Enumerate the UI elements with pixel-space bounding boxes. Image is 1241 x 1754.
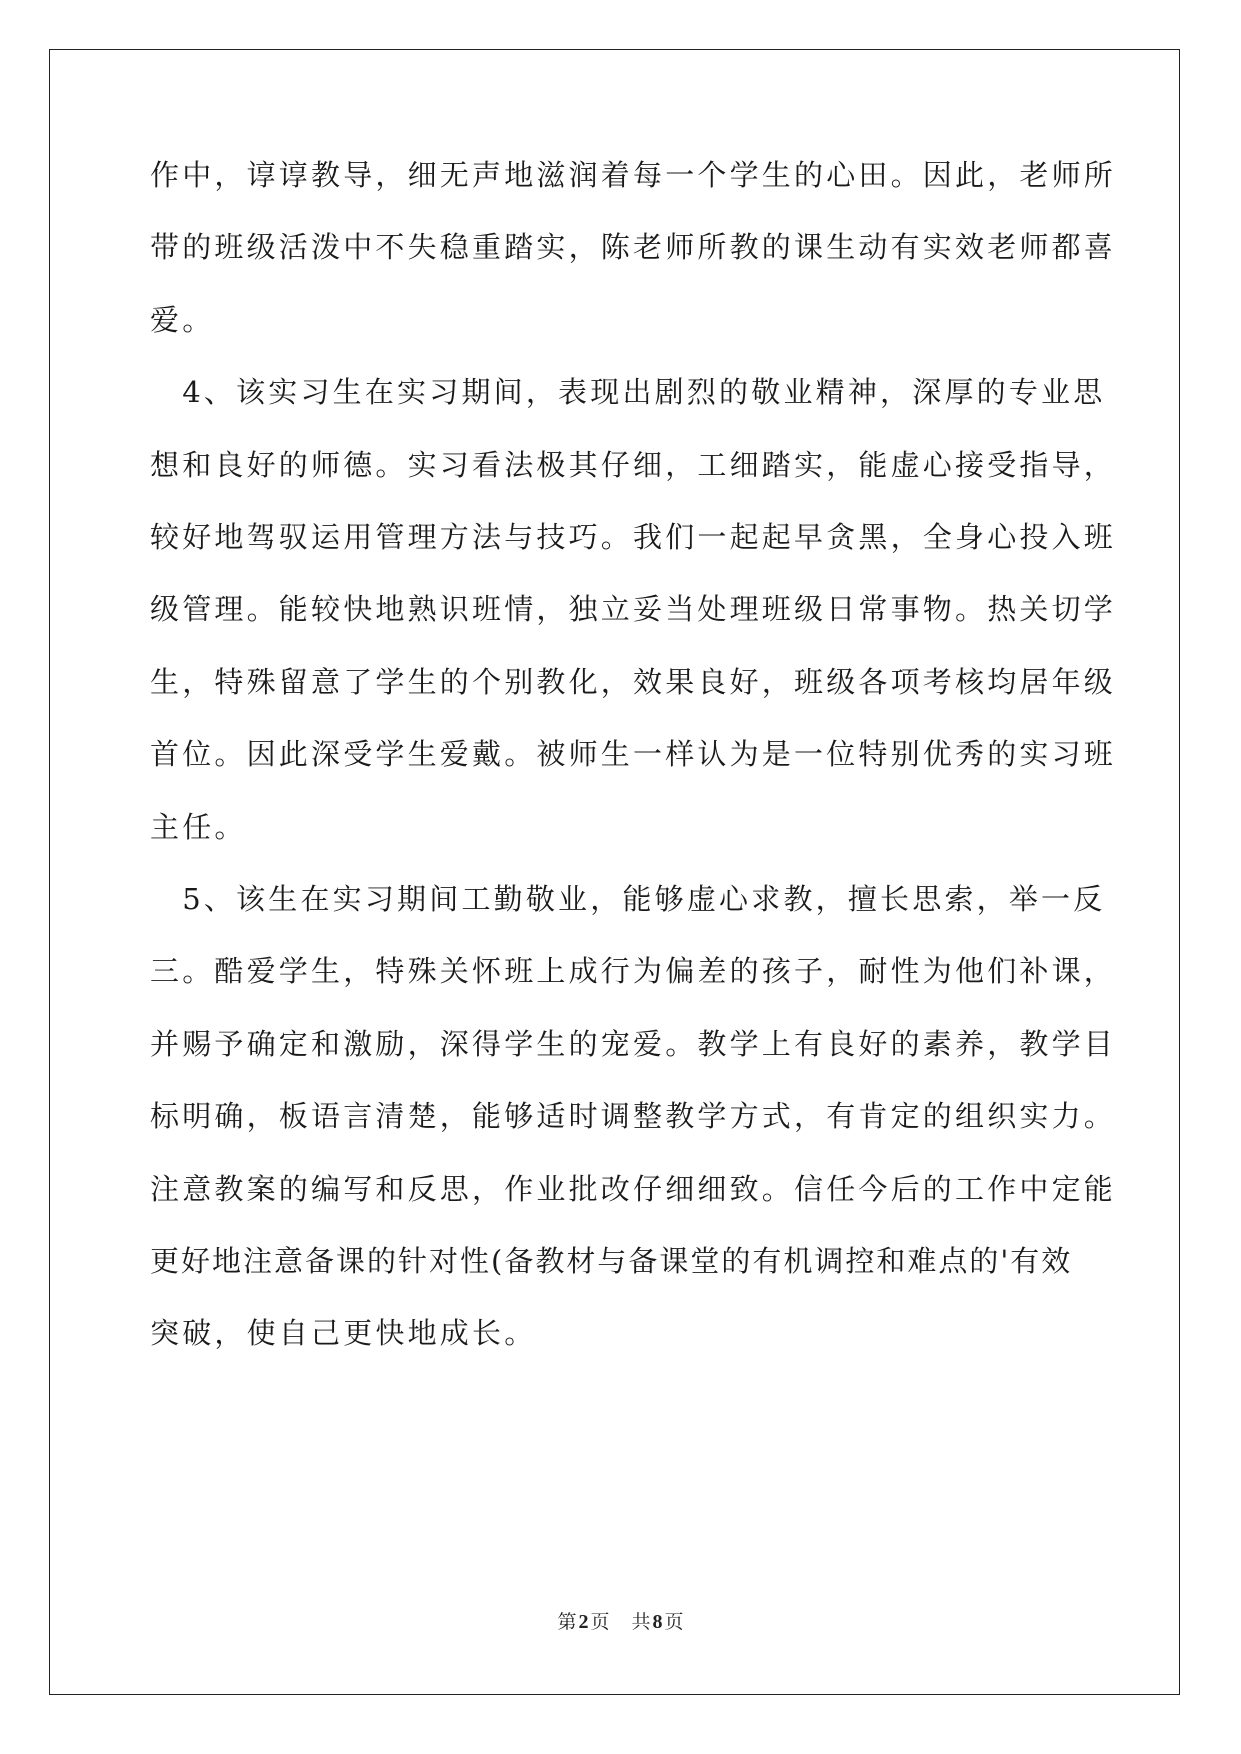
text-line: 标明确，板语言清楚，能够适时调整教学方式，有肯定的组织实力。 bbox=[150, 1099, 1117, 1133]
total-unit: 页 bbox=[664, 1611, 684, 1633]
text-line: 突破，使自己更快地成长。 bbox=[150, 1316, 537, 1350]
text-line: 并赐予确定和激励，深得学生的宠爱。教学上有良好的素养，教学目 bbox=[150, 1027, 1117, 1061]
text-line: 三。酷爱学生，特殊关怀班上成行为偏差的孩子，耐性为他们补课， bbox=[150, 954, 1117, 988]
page-prefix: 第 bbox=[557, 1611, 577, 1633]
page-border bbox=[49, 49, 1180, 1695]
text-line: 生，特殊留意了学生的个别教化，效果良好，班级各项考核均居年级 bbox=[150, 665, 1117, 699]
text-line: 想和良好的师德。实习看法极其仔细，工细踏实，能虚心接受指导， bbox=[150, 448, 1117, 482]
text-line: 5、该生在实习期间工勤敬业，能够虚心求教，擅长思索，举一反 bbox=[150, 882, 1106, 916]
text-line: 更好地注意备课的针对性(备教材与备课堂的有机调控和难点的'有效 bbox=[150, 1244, 1073, 1278]
text-line: 首位。因此深受学生爱戴。被师生一样认为是一位特别优秀的实习班 bbox=[150, 737, 1117, 771]
text-line: 带的班级活泼中不失稳重踏实，陈老师所教的课生动有实效老师都喜 bbox=[150, 230, 1117, 264]
text-line: 爱。 bbox=[150, 303, 215, 337]
text-line: 4、该实习生在实习期间，表现出剧烈的敬业精神，深厚的专业思 bbox=[150, 375, 1106, 409]
page-footer bbox=[0, 1610, 1241, 1634]
page-number-total: 8 bbox=[652, 1611, 663, 1633]
text-line: 注意教案的编写和反思，作业批改仔细细致。信任今后的工作中定能 bbox=[150, 1172, 1117, 1206]
total-prefix: 共 bbox=[631, 1611, 651, 1633]
text-line: 级管理。能较快地熟识班情，独立妥当处理班级日常事物。热关切学 bbox=[150, 592, 1117, 626]
page-number-current: 2 bbox=[578, 1611, 589, 1633]
page-unit: 页 bbox=[590, 1611, 610, 1633]
text-line: 较好地驾驭运用管理方法与技巧。我们一起起早贪黑，全身心投入班 bbox=[150, 520, 1117, 554]
text-line: 作中，谆谆教导，细无声地滋润着每一个学生的心田。因此，老师所 bbox=[150, 158, 1117, 192]
text-line: 主任。 bbox=[150, 810, 247, 844]
